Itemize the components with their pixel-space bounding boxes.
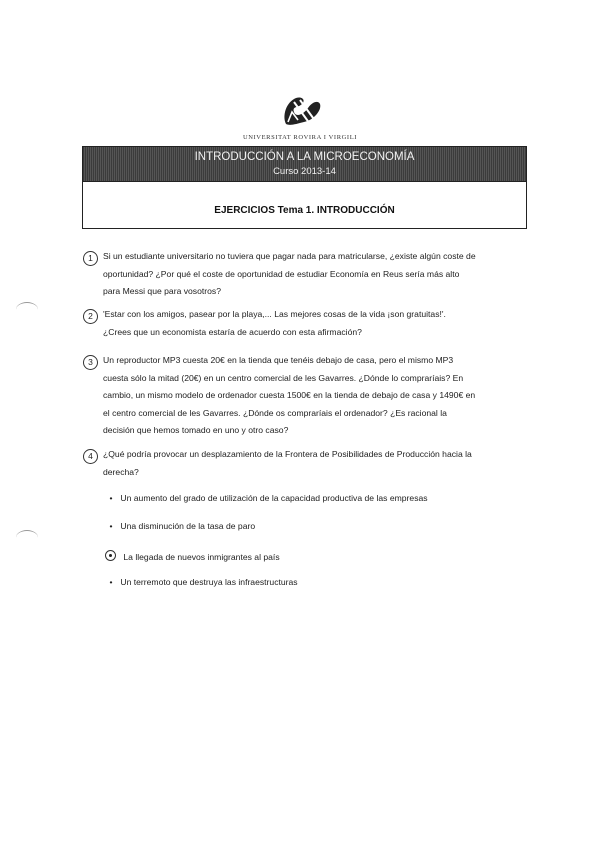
option-item [104,577,298,587]
text-line: derecha? [103,466,139,477]
option-item-selected [104,549,280,562]
text-line: ¿Crees que un economista estaría de acuerdo con esta afirmación? [103,326,362,337]
punch-hole-mark [16,302,38,317]
circled-bullet-icon [105,550,116,561]
bullet-icon: • [109,577,113,587]
university-name: UNIVERSITAT ROVIRA I VIRGILI [242,134,358,141]
exercise-number: 3 [83,355,98,370]
text-line: ¿Qué podría provocar un desplazamiento de la Frontera de Posibilidades de Producción hacia la [103,449,472,459]
text-line: oportunidad? ¿Por qué el coste de oportunidad de estudiar Economía en Reus sería más alto [103,268,460,279]
bullet-icon: • [109,493,113,503]
text-line: el centro comercial de les Gavarres. ¿Dónde os compraríais el ordenador? ¿Es racional la [103,407,447,418]
punch-hole-mark [16,530,38,545]
text-line: decisión que hemos tomado en uno y otro caso? [103,425,289,436]
exercise-number: 1 [83,251,98,266]
course-header-band [82,146,527,182]
text-line: Un reproductor MP3 cuesta 20€ en la tienda que tenéis debajo de casa, pero el mismo MP3 [103,355,454,365]
text-line: para Messi que para vosotros? [103,286,221,297]
exercise-number: 2 [83,309,98,324]
exercise-title-box [82,180,527,229]
option-label: Un aumento del grado de utilización de la capacidad productiva de las empresas [120,493,428,503]
exercise-title: EJERCICIOS Tema 1. INTRODUCCIÓN [214,205,395,216]
course-title: INTRODUCCIÓN A LA MICROECONOMÍA [194,151,415,163]
option-label: Un terremoto que destruya las infraestructuras [120,577,298,587]
option-label: La llegada de nuevos inmigrantes al país [123,552,280,562]
option-item [104,521,255,531]
text-line: Si un estudiante universitario no tuviera que pagar nada para matricularse, ¿existe algún coste de [103,251,476,261]
option-label: Una disminución de la tasa de paro [120,521,256,531]
exercise-number: 4 [83,449,98,464]
university-logo-icon [280,94,322,128]
text-line: 'Estar con los amigos, pasear por la playa,... Las mejores cosas de la vida ¡son gratuitas!'. [103,309,446,319]
exercise-4-text [103,446,526,481]
option-item [104,493,428,503]
bullet-icon: • [109,521,113,531]
exercise-2-text [103,306,526,341]
course-year: Curso 2013-14 [273,166,336,177]
exercise-3-text [103,352,526,440]
exercise-1-text [103,248,526,301]
text-line: cambio, un mismo modelo de ordenador cuesta 1500€ en la tienda de debajo de casa y 1490€ en [103,390,476,401]
text-line: cuesta sólo la mitad (20€) en un centro comercial de les Gavarres. ¿Dónde lo compraríais? En [103,372,464,383]
